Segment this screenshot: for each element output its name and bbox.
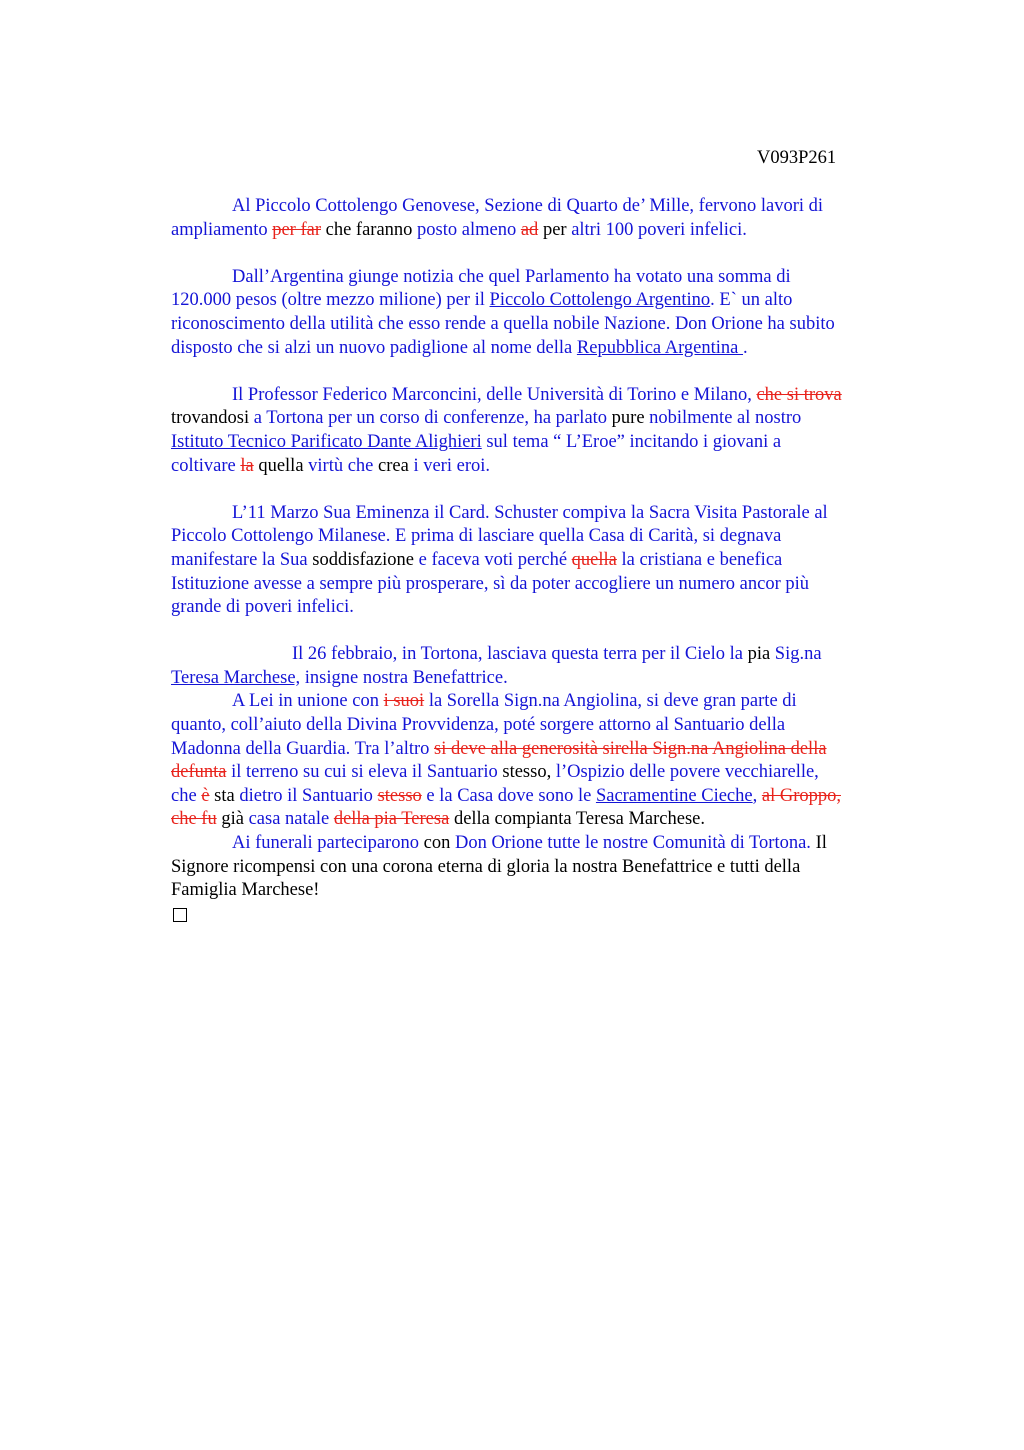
deleted-text: si deve alla generosità sirella Sign.na Angiolina della: [434, 738, 827, 759]
inserted-text: stesso,: [502, 762, 556, 783]
text-run: . E` un alto: [710, 290, 793, 311]
blank-line: [171, 478, 931, 502]
paragraph-line: [171, 266, 931, 290]
paragraph-line: [171, 289, 931, 313]
inserted-text: della compianta Teresa Marchese.: [449, 809, 706, 830]
inserted-text: soddisfazione: [312, 549, 419, 570]
text-run: Piccolo Cottolengo Milanese. E prima di lasciare quella Casa di Carità, si degnava: [171, 526, 782, 547]
deleted-text: stesso: [377, 785, 422, 806]
text-run: l’Ospizio delle povere vecchiarelle,: [555, 762, 819, 783]
inserted-text: già: [216, 809, 249, 830]
text-run: Dall’Argentina giunge notizia che quel Parlamento ha votato una somma di: [232, 266, 791, 287]
end-marker-line: [171, 903, 931, 930]
paragraph-line: [171, 337, 931, 361]
paragraph-line: [171, 596, 931, 620]
inserted-text: quella: [253, 455, 309, 476]
paragraph-line: [171, 690, 931, 714]
text-run: 120.000 pesos (oltre mezzo milione) per il: [171, 290, 490, 311]
text-run: e faceva voti perché: [418, 549, 572, 570]
deleted-text: la: [240, 455, 254, 476]
text-run: riconoscimento della utilità che esso rende a quella nobile Nazione. Don Orione ha subito: [171, 313, 835, 334]
text-run: posto almeno: [417, 219, 521, 240]
underlined-text: Repubblica Argentina: [576, 337, 744, 358]
text-run: Ai funerali parteciparono: [232, 833, 424, 854]
deleted-text: che si trova: [756, 384, 842, 405]
inserted-text: trovandosi: [171, 408, 254, 429]
text-run: Il Professor Federico Marconcini, delle Università di Torino e Milano,: [232, 384, 757, 405]
paragraph-line: [171, 879, 931, 903]
deleted-text: quella: [571, 549, 617, 570]
deleted-text: per far: [272, 219, 321, 240]
paragraph-line: [171, 785, 931, 809]
blank-line: [171, 242, 931, 266]
paragraph-line: [171, 313, 931, 337]
inserted-text: sta: [209, 785, 240, 806]
paragraph-line: [171, 808, 931, 832]
paragraph-line: [171, 832, 931, 856]
inserted-text: crea: [378, 455, 414, 476]
paragraph-line: [171, 573, 931, 597]
underlined-text: Piccolo Cottolengo Argentino: [489, 290, 711, 311]
text-run: la Sorella Sign.na Angiolina, si deve gran parte di: [424, 691, 797, 712]
document-body: [171, 195, 931, 929]
text-run: Al Piccolo Cottolengo Genovese, Sezione di Quarto de’ Mille, fervono lavori di: [232, 196, 824, 216]
inserted-text: Signore ricompensi con una corona eterna di gloria la nostra Benefattrice e tutti della: [171, 856, 801, 877]
paragraph-line: [171, 195, 931, 219]
text-run: il terreno su cui si eleva il Santuario: [226, 762, 503, 783]
text-run: Il 26 febbraio, in Tortona, lasciava questa terra per il Cielo la: [292, 644, 748, 665]
paragraph-line: [171, 549, 931, 573]
paragraph-line: [171, 738, 931, 762]
deleted-text: al Groppo,: [761, 785, 841, 806]
text-run: ampliamento: [171, 219, 273, 240]
text-run: che: [171, 785, 202, 806]
text-run: altri 100 poveri infelici.: [571, 219, 747, 240]
paragraph-line: [171, 219, 931, 243]
text-run: insigne nostra Benefattrice.: [300, 667, 508, 688]
text-run: casa natale: [248, 809, 334, 830]
text-run: .: [743, 337, 748, 358]
text-run: sul tema “ L’Eroe” incitando i giovani a: [481, 431, 782, 452]
text-run: virtù che: [308, 455, 379, 476]
underlined-text: Sacramentine Cieche: [595, 785, 753, 806]
text-run: manifestare la Sua: [171, 549, 313, 570]
text-run: e la Casa dove sono le: [421, 785, 596, 806]
underlined-text: Istituto Tecnico Parificato Dante Alighieri: [171, 431, 482, 452]
text-run: la cristiana e benefica: [616, 549, 783, 570]
checkbox-square-icon: [173, 908, 187, 922]
blank-line: [171, 620, 931, 644]
deleted-text: è: [201, 785, 210, 806]
deleted-text: i suoi: [383, 691, 425, 712]
paragraph-line: [171, 525, 931, 549]
text-run: grande di poveri infelici.: [171, 597, 354, 618]
text-run: a Tortona per un corso di conferenze, ha parlato: [253, 408, 612, 429]
page-code: V093P261: [757, 148, 837, 168]
paragraph-line: [171, 502, 931, 526]
paragraph-line: [171, 667, 931, 691]
inserted-text: Famiglia Marchese!: [171, 880, 320, 901]
paragraph-line: [171, 643, 931, 667]
text-run: Don Orione tutte le nostre Comunità di Tortona.: [454, 833, 811, 854]
text-run: Sig.na: [774, 644, 822, 665]
paragraph-line: [171, 714, 931, 738]
paragraph-line: [171, 407, 931, 431]
deleted-text: della pia Teresa: [333, 809, 450, 830]
blank-line: [171, 360, 931, 384]
deleted-text: defunta: [171, 762, 227, 783]
paragraph-line: [171, 455, 931, 479]
inserted-text: pia: [747, 644, 775, 665]
paragraph-line: [171, 761, 931, 785]
deleted-text: ad: [520, 219, 539, 240]
inserted-text: con: [423, 833, 455, 854]
inserted-text: per: [538, 219, 572, 240]
paragraph-line: [171, 384, 931, 408]
text-run: A Lei in unione con: [232, 691, 384, 712]
paragraph-line: [171, 856, 931, 880]
inserted-text: che faranno: [321, 219, 418, 240]
text-run: quanto, coll’aiuto della Divina Provvidenza, poté sorgere attorno al Santuario della: [171, 715, 786, 736]
text-run: disposto che si alzi un nuovo padiglione al nome della: [171, 337, 577, 358]
inserted-text: Il: [810, 833, 827, 854]
text-run: L’11 Marzo Sua Eminenza il Card. Schuster compiva la Sacra Visita Pastorale al: [232, 502, 828, 523]
text-run: Istituzione avesse a sempre più prosperare, sì da poter accogliere un numero ancor più: [171, 573, 810, 594]
underlined-text: Teresa Marchese,: [171, 667, 301, 688]
text-run: dietro il Santuario: [239, 785, 378, 806]
text-run: nobilmente al nostro: [649, 408, 802, 429]
text-run: Madonna della Guardia. Tra l’altro: [171, 738, 435, 759]
text-run: coltivare: [171, 455, 241, 476]
deleted-text: che fu: [171, 809, 217, 830]
text-run: ,: [752, 785, 762, 806]
inserted-text: pure: [611, 408, 650, 429]
paragraph-line: [171, 431, 931, 455]
text-run: i veri eroi.: [413, 455, 490, 476]
